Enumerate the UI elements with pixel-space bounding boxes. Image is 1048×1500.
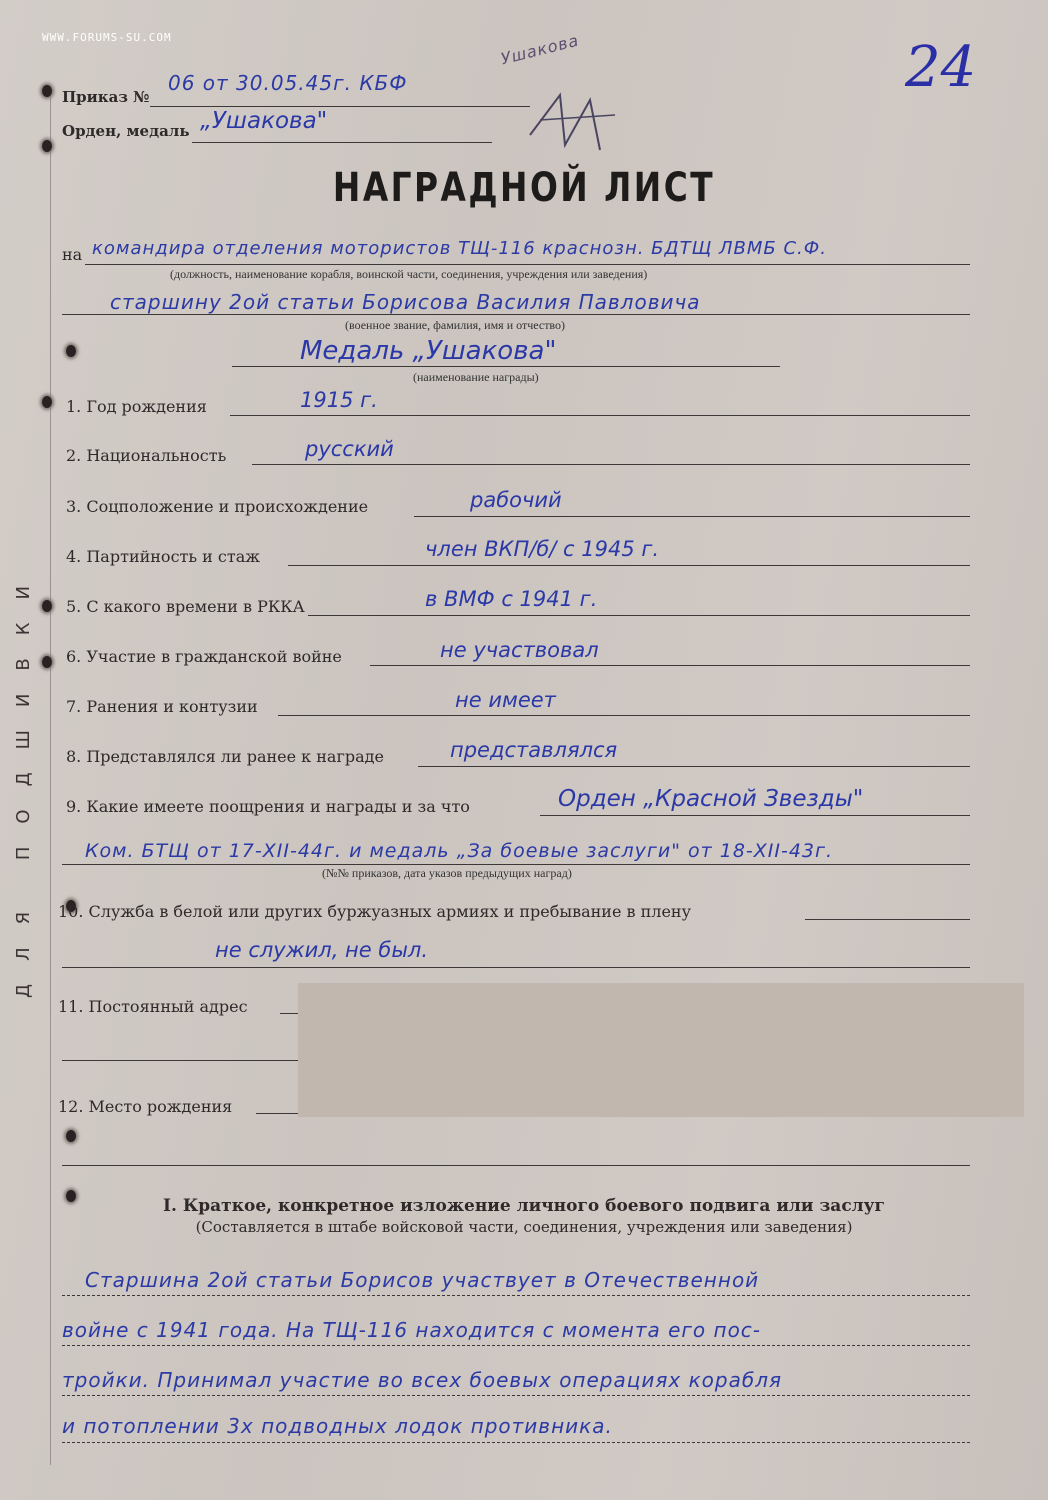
field-3-value: рабочий <box>470 488 562 512</box>
field-12-underline-2 <box>62 1165 970 1166</box>
field-1-label: 1. Год рождения <box>66 397 207 416</box>
field-2-label: 2. Национальность <box>66 446 227 465</box>
narrative-rule-4 <box>62 1442 970 1443</box>
narrative-line-3: тройки. Принимал участие во всех боевых операциях корабля <box>62 1368 783 1392</box>
field-9-label: 9. Какие имеете поощрения и награды и за что <box>66 797 470 816</box>
field-8-underline <box>418 766 970 767</box>
position-value: командира отделения мотористов ТЩ-116 краснозн. БДТЩ ЛВМБ С.Ф. <box>92 238 827 259</box>
section-1-subtitle: (Составляется в штабе войсковой части, соединения, учреждения или заведения) <box>195 1218 853 1236</box>
na-label: на <box>62 245 83 264</box>
narrative-rule-1 <box>62 1295 970 1296</box>
watermark: WWW.FORUMS-SU.COM <box>42 31 172 44</box>
field-6-underline <box>370 665 970 666</box>
field-9-value: Орден „Красной Звезды" <box>558 786 864 812</box>
medal-value: „Ушакова" <box>200 108 328 134</box>
field-9-cont-underline <box>62 864 970 865</box>
initials-scribble <box>520 75 630 165</box>
field-2-value: русский <box>305 437 394 461</box>
binding-margin-line <box>50 95 51 1465</box>
punch-hole <box>66 1130 76 1142</box>
award-value: Медаль „Ушакова" <box>300 336 557 366</box>
order-value: 06 от 30.05.45г. КБФ <box>168 71 408 95</box>
punch-hole <box>42 656 52 668</box>
narrative-line-2: войне с 1941 года. На ТЩ-116 находится с момента его пос- <box>62 1318 762 1342</box>
field-6-label: 6. Участие в гражданской войне <box>66 647 342 666</box>
rank-name-value: старшину 2ой статьи Борисова Василия Павловича <box>110 290 701 314</box>
field-5-underline <box>308 615 970 616</box>
field-3-label: 3. Соцположение и происхождение <box>66 497 369 516</box>
field-1-underline <box>230 415 970 416</box>
order-underline <box>150 106 530 107</box>
award-underline <box>232 366 780 367</box>
rank-name-underline <box>62 314 970 315</box>
field-7-value: не имеет <box>455 688 556 712</box>
margin-vertical-label: ДЛЯ ПОДШИВКИ <box>12 562 34 998</box>
field-4-label: 4. Партийность и стаж <box>66 547 260 566</box>
medal-underline <box>192 142 492 143</box>
field-9-continuation: Ком. БТЩ от 17-XII-44г. и медаль „За боевые заслуги" от 18-XII-43г. <box>85 840 834 862</box>
order-stamp: Ушакова <box>498 30 582 69</box>
medal-label: Орден, медаль <box>62 122 190 140</box>
narrative-line-1: Старшина 2ой статьи Борисов участвует в Отечественной <box>85 1268 760 1292</box>
punch-hole <box>42 85 52 97</box>
field-5-label: 5. С какого времени в РККА <box>66 597 305 616</box>
punch-hole <box>42 140 52 152</box>
redaction-block <box>298 983 1024 1117</box>
field-4-value: член ВКП/б/ с 1945 г. <box>425 537 660 561</box>
punch-hole <box>66 345 76 357</box>
position-underline <box>85 264 970 265</box>
page-title: НАГРАДНОЙ ЛИСТ <box>332 165 716 211</box>
field-5-value: в ВМФ с 1941 г. <box>425 587 598 611</box>
sheet-number: 24 <box>905 35 977 100</box>
field-7-label: 7. Ранения и контузии <box>66 697 258 716</box>
order-label: Приказ № <box>62 88 150 106</box>
field-8-label: 8. Представлялся ли ранее к награде <box>66 747 384 766</box>
punch-hole <box>42 600 52 612</box>
field-4-underline <box>288 565 970 566</box>
field-12-label: 12. Место рождения <box>58 1097 233 1116</box>
narrative-line-4: и потоплении 3х подводных лодок противника. <box>62 1414 613 1438</box>
field-2-underline <box>252 464 970 465</box>
section-1-title: I. Краткое, конкретное изложение личного боевого подвига или заслуг <box>163 1196 885 1216</box>
field-10-label: 10. Служба в белой или других буржуазных армиях и пребывание в плену <box>58 902 691 921</box>
field-1-value: 1915 г. <box>300 388 378 412</box>
field-10-value: не служил, не был. <box>215 938 429 962</box>
position-caption: (должность, наименование корабля, воинской части, соединения, учреждения или заведения) <box>170 267 648 281</box>
narrative-rule-2 <box>62 1345 970 1346</box>
rank-name-caption: (военное звание, фамилия, имя и отчество) <box>345 318 566 332</box>
field-6-value: не участвовал <box>440 638 599 662</box>
field-11-label: 11. Постоянный адрес <box>58 997 248 1016</box>
field-8-value: представлялся <box>450 738 618 762</box>
narrative-rule-3 <box>62 1395 970 1396</box>
award-caption: (наименование награды) <box>413 370 539 384</box>
field-10-underline-1 <box>805 919 970 920</box>
field-3-underline <box>414 516 970 517</box>
field-7-underline <box>278 715 970 716</box>
field-9-caption: (№№ приказов, дата указов предыдущих наград) <box>322 866 572 880</box>
field-9-underline <box>540 815 970 816</box>
punch-hole <box>42 396 52 408</box>
field-10-underline-2 <box>62 967 970 968</box>
